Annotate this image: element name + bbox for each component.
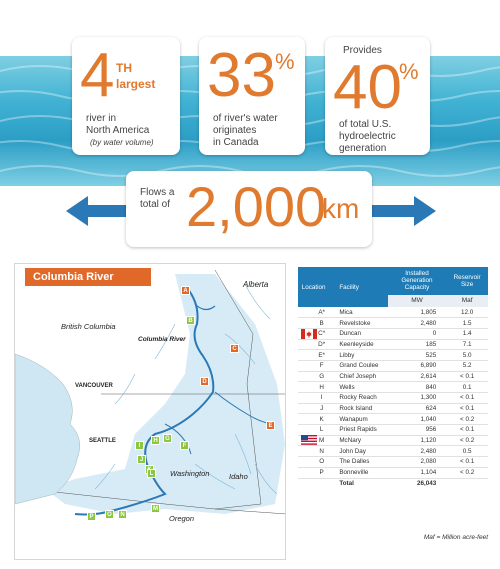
table-row <box>298 350 488 361</box>
cell-location: D* <box>298 339 329 350</box>
cell-facility: Grand Coulee <box>329 360 387 371</box>
cell-facility: Chief Joseph <box>329 371 387 382</box>
cell-capacity: 2,480 <box>388 318 446 329</box>
header-capacity: Installed Generation Capacity <box>388 267 446 295</box>
label-columbia-river: Columbia River <box>138 336 186 343</box>
dam-marker: F <box>180 441 189 450</box>
header-capacity-unit: MW <box>388 295 446 307</box>
cell-facility: Wells <box>329 382 387 393</box>
cell-facility: Priest Rapids <box>329 425 387 436</box>
table-row <box>298 328 488 339</box>
stat-line1: Flows a <box>140 187 175 198</box>
cell-reservoir: 5.2 <box>446 360 488 371</box>
cell-reservoir: 1.4 <box>446 328 488 339</box>
dam-marker: J <box>137 455 146 464</box>
stat-line3: generation <box>339 143 387 154</box>
cell-location: K <box>298 414 329 425</box>
cell-location: L <box>298 425 329 436</box>
table-row <box>298 446 488 457</box>
cell-reservoir: < 0.1 <box>446 425 488 436</box>
cell-reservoir: < 0.2 <box>446 467 488 478</box>
cell-location: A* <box>298 307 329 318</box>
stat-number: 40 <box>333 53 402 122</box>
cell-facility: Libby <box>329 350 387 361</box>
dam-marker: A <box>181 286 190 295</box>
cell-reservoir: < 0.1 <box>446 403 488 414</box>
table-row <box>298 414 488 425</box>
stat-number: 33 <box>207 41 276 110</box>
stat-percent: % <box>275 49 295 74</box>
canada-flag-icon <box>301 329 317 339</box>
stat-card-largest <box>72 37 180 155</box>
stat-suffix: TH <box>116 61 132 75</box>
stat-line3: (by water volume) <box>90 138 154 147</box>
cell-reservoir: < 0.1 <box>446 457 488 468</box>
cell-location: E* <box>298 350 329 361</box>
dam-table <box>298 267 488 489</box>
cell-reservoir: 12.0 <box>446 307 488 318</box>
total-label: Total <box>329 478 387 489</box>
cell-capacity: 2,614 <box>388 371 446 382</box>
cell-reservoir: 0.1 <box>446 382 488 393</box>
cell-capacity: 624 <box>388 403 446 414</box>
stat-word: largest <box>116 77 156 91</box>
cell-facility: The Dalles <box>329 457 387 468</box>
stat-number: 2,000 <box>186 175 327 238</box>
dam-marker: M <box>153 506 158 512</box>
cell-facility: Duncan <box>329 328 387 339</box>
dam-marker: D <box>200 377 209 386</box>
label-alberta: Alberta <box>243 280 269 289</box>
cell-reservoir: 0.5 <box>446 446 488 457</box>
cell-capacity: 185 <box>388 339 446 350</box>
stat-percent: % <box>399 59 419 84</box>
dam-marker: N <box>118 510 127 519</box>
arrow-right-icon <box>370 196 436 226</box>
cell-location: B <box>298 318 329 329</box>
dam-marker: O <box>105 510 114 519</box>
dam-marker: E <box>266 421 275 430</box>
cell-reservoir: < 0.2 <box>446 435 488 446</box>
stat-line1: river in <box>86 113 117 124</box>
cell-facility: Mica <box>329 307 387 318</box>
table-row <box>298 425 488 436</box>
stat-line2: originates <box>213 125 257 136</box>
dam-marker: C <box>230 344 239 353</box>
stat-unit: km <box>322 193 360 224</box>
total-capacity: 26,043 <box>388 478 446 489</box>
cell-location: F <box>298 360 329 371</box>
table-row <box>298 403 488 414</box>
label-idaho: Idaho <box>229 472 248 481</box>
table-row <box>298 371 488 382</box>
table-row <box>298 467 488 478</box>
cell-capacity: 0 <box>388 328 446 339</box>
header-reservoir: Reservoir Size <box>446 267 488 295</box>
cell-facility: Revelstoke <box>329 318 387 329</box>
cell-capacity: 1,120 <box>388 435 446 446</box>
cell-facility: Keenleyside <box>329 339 387 350</box>
cell-capacity: 1,805 <box>388 307 446 318</box>
cell-location: J <box>298 403 329 414</box>
table-row <box>298 435 488 446</box>
cell-location: C* <box>298 328 329 339</box>
cell-reservoir: 7.1 <box>446 339 488 350</box>
map-graphic <box>15 264 286 560</box>
cell-location: N <box>298 446 329 457</box>
stat-line1: of total U.S. <box>339 119 392 130</box>
table-body <box>298 307 488 489</box>
cell-location: I <box>298 393 329 404</box>
river-map <box>14 263 286 560</box>
label-seattle: SEATTLE <box>89 438 116 444</box>
stat-card-hydro <box>325 37 430 155</box>
cell-capacity: 840 <box>388 382 446 393</box>
stat-line3: in Canada <box>213 137 259 148</box>
stat-card-length <box>126 171 372 247</box>
cell-facility: Wanapum <box>329 414 387 425</box>
dam-marker: G <box>163 434 172 443</box>
cell-capacity: 6,890 <box>388 360 446 371</box>
header-facility: Facility <box>329 267 387 307</box>
cell-reservoir: 5.0 <box>446 350 488 361</box>
table-row <box>298 360 488 371</box>
cell-capacity: 525 <box>388 350 446 361</box>
cell-capacity: 956 <box>388 425 446 436</box>
stat-line2: North America <box>86 125 150 136</box>
table-row <box>298 382 488 393</box>
dam-marker: B <box>186 316 195 325</box>
stats-banner <box>0 0 500 258</box>
stat-number: 4 <box>80 41 115 110</box>
cell-facility: McNary <box>329 435 387 446</box>
dam-marker: P <box>87 512 96 521</box>
stat-line2: total of <box>140 199 171 210</box>
dam-marker: H <box>151 436 160 445</box>
label-vancouver: VANCOUVER <box>75 383 113 389</box>
table-row <box>298 457 488 468</box>
cell-facility: Rocky Reach <box>329 393 387 404</box>
cell-capacity: 1,040 <box>388 414 446 425</box>
table-row <box>298 339 488 350</box>
cell-reservoir: < 0.2 <box>446 414 488 425</box>
footnote: Maf = Million acre-feet <box>423 534 488 541</box>
dam-marker: L <box>147 469 156 478</box>
table-total-row <box>298 478 488 489</box>
cell-facility: Rock Island <box>329 403 387 414</box>
cell-facility: John Day <box>329 446 387 457</box>
cell-location: H <box>298 382 329 393</box>
cell-location: O <box>298 457 329 468</box>
label-washington: Washington <box>170 469 210 478</box>
cell-reservoir: 1.5 <box>446 318 488 329</box>
cell-reservoir: < 0.1 <box>446 393 488 404</box>
table-row <box>298 307 488 318</box>
cell-capacity: 1,104 <box>388 467 446 478</box>
header-reservoir-unit: Maf <box>446 295 488 307</box>
usa-flag-icon <box>301 435 317 445</box>
table-row <box>298 393 488 404</box>
cell-capacity: 2,480 <box>388 446 446 457</box>
table-row <box>298 318 488 329</box>
arrow-left-icon <box>66 196 132 226</box>
cell-facility: Bonneville <box>329 467 387 478</box>
cell-location: P <box>298 467 329 478</box>
cell-capacity: 1,300 <box>388 393 446 404</box>
cell-reservoir: < 0.1 <box>446 371 488 382</box>
stat-card-canada <box>199 37 305 155</box>
map-title: Columbia River System <box>25 268 151 286</box>
stat-line2: hydroelectric <box>339 131 396 142</box>
cell-capacity: 2,080 <box>388 457 446 468</box>
stat-line1: of river's water <box>213 113 278 124</box>
cell-location: M <box>298 435 329 446</box>
cell-location: G <box>298 371 329 382</box>
stat-pre: Provides <box>343 45 382 56</box>
label-oregon: Oregon <box>169 514 195 523</box>
label-british-columbia: British Columbia <box>61 322 116 331</box>
dam-marker: I <box>135 441 144 450</box>
header-location: Location <box>298 267 329 307</box>
